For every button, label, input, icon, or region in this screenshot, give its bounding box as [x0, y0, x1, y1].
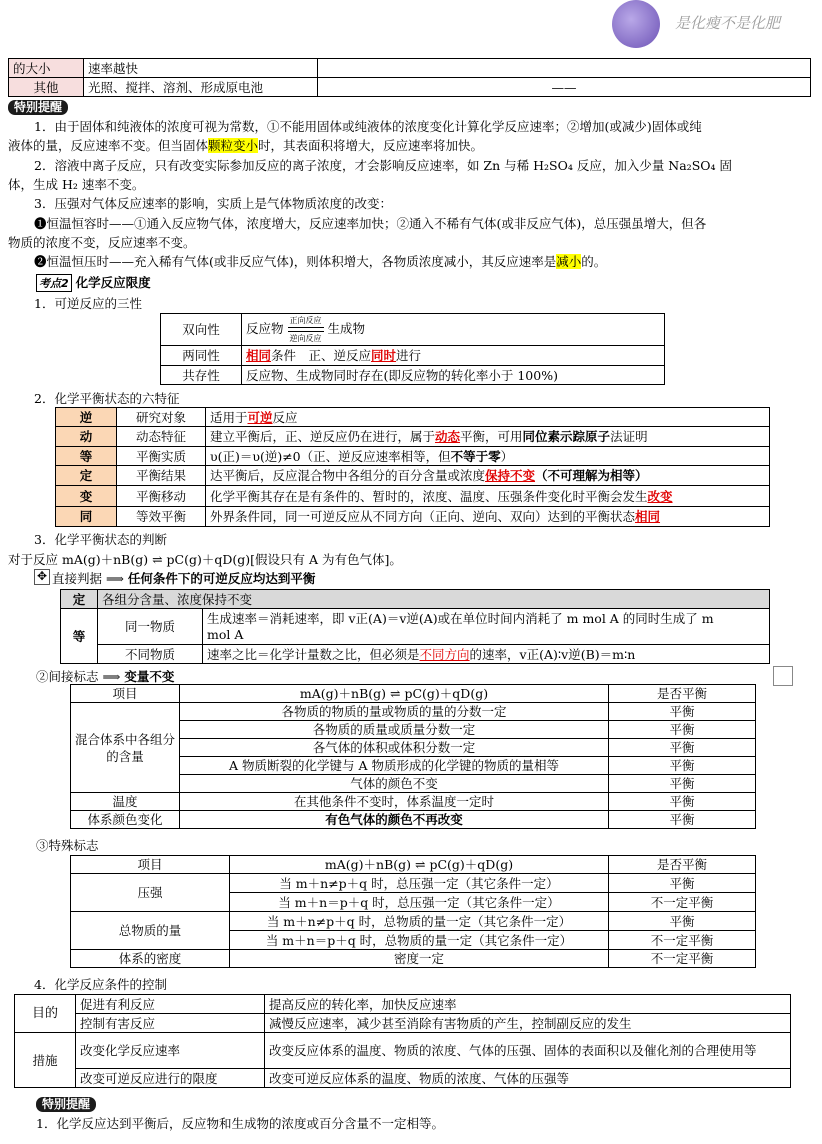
table-cell: 各物质的质量或质量分数一定	[180, 721, 609, 739]
watermark-text: 是化瘦不是化肥	[675, 14, 781, 32]
table-cell: 平衡	[609, 874, 756, 893]
table-cell: 平衡移动	[117, 486, 206, 507]
paragraph: 1．由于固体和纯液体的浓度可视为常数，①不能用固体或纯液体的浓度变化计算化学反应速率；②增加(或减少)固体或纯	[34, 119, 702, 134]
table-cell: 平衡	[609, 793, 756, 811]
table-cell: 当 m＋n≠p＋q 时，总物质的量一定（其它条件一定）	[230, 912, 609, 931]
table-cell: 适用于可逆反应	[206, 408, 770, 427]
move-handle-icon[interactable]: ✥	[34, 569, 50, 585]
table-cell: mA(g)＋nB(g) ⇌ pC(g)＋qD(g)	[230, 856, 609, 874]
table-cell: mA(g)＋nB(g) ⇌ pC(g)＋qD(g)	[180, 685, 609, 703]
paragraph: ❷恒温恒压时——充入稀有气体(或非反应气体)，则体积增大，各物质浓度减小，其反应速率是减小的。	[34, 254, 607, 269]
table-cell: 相同条件 正、逆反应同时进行	[242, 346, 665, 366]
table-cell: 变	[56, 486, 117, 507]
table-cell: 平衡	[609, 775, 756, 793]
table-cell: 平衡	[609, 721, 756, 739]
subheading: 4．化学反应条件的控制	[34, 977, 167, 992]
table-cell	[318, 59, 811, 78]
table-cell: 不一定平衡	[609, 950, 756, 968]
table-cell: 当 m＋n≠p＋q 时，总压强一定（其它条件一定）	[230, 874, 609, 893]
table-cell: 化学平衡其存在是有条件的、暂时的，浓度、温度、压强条件变化时平衡会发生改变	[206, 486, 770, 507]
judge-table	[60, 589, 770, 664]
table-cell: 平衡	[609, 811, 756, 829]
table-cell: 措施	[15, 1033, 76, 1088]
table-cell: 改变可逆反应体系的温度、物质的浓度、气体的压强等	[265, 1069, 791, 1088]
table-cell: 同一物质	[98, 609, 203, 645]
table-cell: 密度一定	[230, 950, 609, 968]
table-cell: 等	[61, 609, 98, 664]
table-cell: 反应物、生成物同时存在(即反应物的转化率小于 100%)	[242, 366, 665, 385]
table-cell: 当 m＋n＝p＋q 时，总压强一定（其它条件一定）	[230, 893, 609, 912]
table-cell: 外界条件同，同一可逆反应从不同方向（正向、逆向、双向）达到的平衡状态相同	[206, 507, 770, 527]
table-cell: 控制有害反应	[76, 1014, 265, 1033]
table-cell: 共存性	[161, 366, 242, 385]
table-cell: 各组分含量、浓度保持不变	[98, 590, 770, 609]
table-cell: 改变可逆反应进行的限度	[76, 1069, 265, 1088]
table-cell: 当 m＋n＝p＋q 时，总物质的量一定（其它条件一定）	[230, 931, 609, 950]
table-cell: 气体的颜色不变	[180, 775, 609, 793]
table-cell: 总物质的量	[71, 912, 230, 950]
table-cell: 是否平衡	[609, 685, 756, 703]
paragraph: 物质的浓度不变，反应速率不变。	[8, 235, 196, 250]
paragraph: ❶恒温恒容时——①通入反应物气体，浓度增大，反应速率加快；②通入不稀有气体(或非反应气体)，总压强虽增大，但各	[34, 216, 707, 231]
table-cell: 平衡	[609, 912, 756, 931]
table-cell: 改变化学反应速率	[76, 1033, 265, 1069]
table-cell: 的大小	[9, 59, 84, 78]
table-cell: 等效平衡	[117, 507, 206, 527]
table-cell: 是否平衡	[609, 856, 756, 874]
table-cell: 速率越快	[84, 59, 318, 78]
table-cell: ——	[318, 78, 811, 97]
special-reminder-badge: 特别提醒	[36, 1096, 96, 1112]
checkbox[interactable]	[773, 666, 793, 686]
table-cell: 生成速率＝消耗速率，即 v正(A)＝v逆(A)或在单位时间内消耗了 m mol A 的同时生成了 m mol A	[203, 609, 770, 645]
table-cell: 提高反应的转化率，加快反应速率	[265, 995, 791, 1014]
table-cell: 混合体系中各组分的含量	[71, 703, 180, 793]
table-cell: 建立平衡后，正、逆反应仍在进行，属于动态平衡，可用同位素示踪原子法证明	[206, 427, 770, 447]
top-table	[8, 58, 811, 97]
table-cell: 体系的密度	[71, 950, 230, 968]
table-cell: 平衡	[609, 703, 756, 721]
table-cell: 不一定平衡	[609, 893, 756, 912]
table-cell: 改变反应体系的温度、物质的浓度、气体的压强、固体的表面积以及催化剂的合理使用等	[265, 1033, 791, 1069]
paragraph: 体，生成 H₂ 速率不变。	[8, 177, 145, 192]
table-cell: 平衡	[609, 757, 756, 775]
table-cell: 各气体的体积或体积分数一定	[180, 739, 609, 757]
indirect-table	[70, 684, 756, 829]
table-cell: 动	[56, 427, 117, 447]
table-cell: 速率之比＝化学计量数之比，但必须是不同方向的速率，v正(A)∶v逆(B)＝m∶n	[203, 645, 770, 664]
table-cell: 动态特征	[117, 427, 206, 447]
paragraph: 对于反应 mA(g)＋nB(g) ⇌ pC(g)＋qD(g)[假设只有 A 为有色气体]。	[8, 552, 402, 567]
table-cell: 研究对象	[117, 408, 206, 427]
six-features-table	[55, 407, 770, 527]
table-cell: 平衡实质	[117, 447, 206, 466]
table-cell: 各物质的物质的量或物质的量的分数一定	[180, 703, 609, 721]
subheading: 3．化学平衡状态的判断	[34, 532, 167, 547]
table-cell: 目的	[15, 995, 76, 1033]
table-cell: 达平衡后，反应混合物中各组分的百分含量或浓度保持不变（不可理解为相等）	[206, 466, 770, 486]
table-cell: 项目	[71, 685, 180, 703]
table-cell: 其他	[9, 78, 84, 97]
table-cell: 体系颜色变化	[71, 811, 180, 829]
special-table	[70, 855, 756, 968]
paragraph: 液体的量，反应速率不变。但当固体颗粒变小时，其表面积将增大，反应速率将加快。	[8, 138, 484, 153]
table-cell: 双向性	[161, 314, 242, 346]
section-heading: 考点2 化学反应限度	[36, 273, 151, 292]
table-cell: 温度	[71, 793, 180, 811]
subheading: ③特殊标志	[36, 838, 99, 853]
subheading: 2．化学平衡状态的六特征	[34, 391, 180, 406]
indirect-criterion: ②间接标志 ⟹ 变量不变	[36, 669, 175, 684]
watermark-logo	[612, 0, 660, 48]
table-cell: 光照、搅拌、溶剂、形成原电池	[84, 78, 318, 97]
control-table	[14, 994, 791, 1088]
table-cell: 等	[56, 447, 117, 466]
table-cell: A 物质断裂的化学键与 A 物质形成的化学键的物质的量相等	[180, 757, 609, 775]
table-cell: 同	[56, 507, 117, 527]
table-cell: 不一定平衡	[609, 931, 756, 950]
paragraph: 1．化学反应达到平衡后，反应物和生成物的浓度或百分含量不一定相等。	[36, 1116, 444, 1131]
table-cell: 逆	[56, 408, 117, 427]
direct-criterion: 直接判据 ⟹ 任何条件下的可逆反应均达到平衡	[52, 571, 316, 586]
table-cell: 平衡结果	[117, 466, 206, 486]
table-cell: 定	[56, 466, 117, 486]
table-cell: 不同物质	[98, 645, 203, 664]
table-cell: 在其他条件不变时，体系温度一定时	[180, 793, 609, 811]
table-cell: 促进有利反应	[76, 995, 265, 1014]
table-cell: 定	[61, 590, 98, 609]
paragraph: 2．溶液中离子反应，只有改变实际参加反应的离子浓度，才会影响反应速率，如 Zn 与稀 H₂SO₄ 反应，加入少量 Na₂SO₄ 固	[34, 158, 732, 173]
table-cell: υ(正)＝υ(逆)≠0（正、逆反应速率相等，但不等于零）	[206, 447, 770, 466]
table-cell: 两同性	[161, 346, 242, 366]
table-cell: 平衡	[609, 739, 756, 757]
table-cell: 减慢反应速率，减少甚至消除有害物质的产生，控制副反应的发生	[265, 1014, 791, 1033]
table-cell: 项目	[71, 856, 230, 874]
special-reminder-badge: 特别提醒	[8, 99, 68, 115]
table-cell: 有色气体的颜色不再改变	[180, 811, 609, 829]
table-cell: 压强	[71, 874, 230, 912]
reversible-table	[160, 313, 665, 385]
subheading: 1．可逆反应的三性	[34, 296, 142, 311]
table-cell: 反应物 正向反应 逆向反应 生成物	[242, 314, 665, 346]
paragraph: 3．压强对气体反应速率的影响，实质上是气体物质浓度的改变：	[34, 196, 392, 211]
